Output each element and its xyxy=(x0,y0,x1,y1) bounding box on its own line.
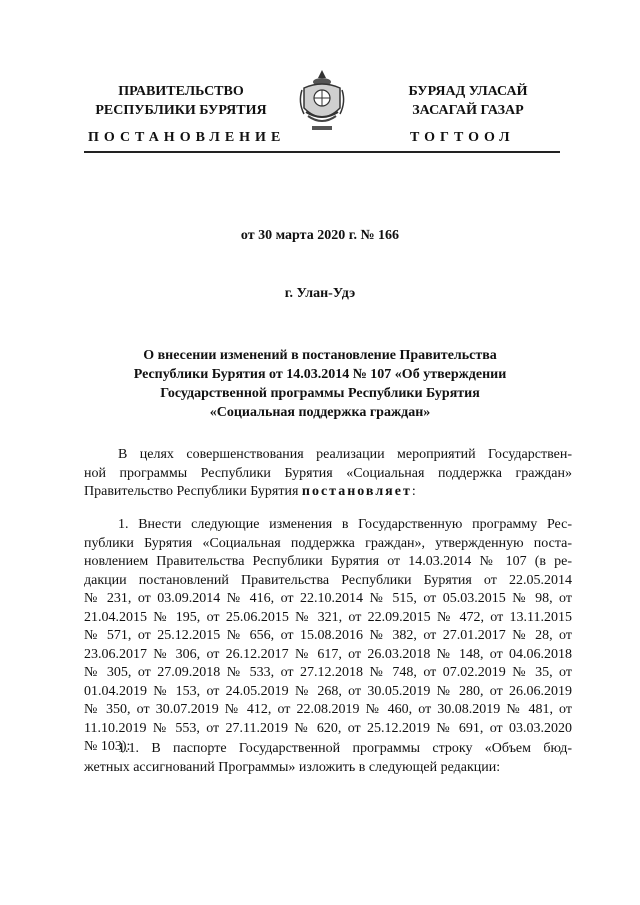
text-line: 1. Внести следующие изменения в Государственную программу Рес- xyxy=(118,517,572,532)
text-line: 11.10.2019 № 553, от 27.11.2019 № 620, от 25.12.2019 № 691, от 03.03.2020 xyxy=(84,720,572,736)
text-line: новлением Правительства Республики Бурятия от 14.03.2014 № 107 (в ре- xyxy=(84,554,572,569)
act-type-buryat: ТОГТООЛ xyxy=(410,130,515,145)
text-line: В целях совершенствования реализации мероприятий Государствен- xyxy=(118,447,572,462)
text-line: № 231, от 03.09.2014 № 416, от 22.10.2014 № 515, от 05.03.2015 № 98, от xyxy=(84,591,572,606)
header-divider xyxy=(84,151,560,153)
text-line: № 571, от 25.12.2015 № 656, от 15.08.2016 № 382, от 27.01.2017 № 28, от xyxy=(84,628,572,643)
document-title xyxy=(110,346,530,422)
government-name-buryat xyxy=(378,82,558,120)
government-name-russian xyxy=(86,82,276,120)
title-line: Государственной программы Республики Бурятия xyxy=(160,386,480,401)
resolution-date-number: от 30 марта 2020 г. № 166 xyxy=(240,228,400,243)
item-1-1-paragraph xyxy=(84,740,572,777)
act-type-russian: ПОСТАНОВЛЕНИЕ xyxy=(88,130,286,145)
text-line: 23.06.2017 № 306, от 26.12.2017 № 617, от 26.03.2018 № 148, от 04.06.2018 xyxy=(84,646,572,662)
text-line: № 305, от 27.09.2018 № 533, от 27.12.2018 № 748, от 07.02.2019 № 35, от xyxy=(84,665,572,680)
item-1-paragraph xyxy=(84,516,572,757)
text-line: публики Бурятия «Социальная поддержка граждан», утвержденную поста- xyxy=(84,535,572,551)
header-right-line2: ЗАСАГАЙ ГАЗАР xyxy=(412,103,524,118)
title-line: «Социальная поддержка граждан» xyxy=(209,405,431,420)
text-line: жетных ассигнований Программы» изложить в следующей редакции: xyxy=(84,759,501,775)
city-name: г. Улан-Удэ xyxy=(284,286,356,301)
text-line xyxy=(84,483,572,502)
header-left-line1: ПРАВИТЕЛЬСТВО xyxy=(118,84,244,99)
preamble-prefix: Правительство Республики Бурятия xyxy=(84,484,302,499)
title-line: Республики Бурятия от 14.03.2014 № 107 «Об утверждении xyxy=(133,367,507,382)
resolves-word: постановляет xyxy=(301,484,412,499)
text-line: № 103): xyxy=(84,739,131,754)
header-right-line1: БУРЯАД УЛАСАЙ xyxy=(408,84,528,99)
text-line: 21.04.2015 № 195, от 25.06.2015 № 321, от 22.09.2015 № 472, от 13.11.2015 xyxy=(84,609,572,625)
text-line: 1.1. В паспорте Государственной программы строку «Объем бюд- xyxy=(118,741,572,756)
text-line: ной программы Республики Бурятия «Социальная поддержка граждан» xyxy=(84,465,572,481)
coat-of-arms-emblem xyxy=(296,68,348,134)
title-line: О внесении изменений в постановление Правительства xyxy=(143,348,497,363)
text-line: дакции постановлений Правительства Республики Бурятия от 22.05.2014 xyxy=(84,572,572,588)
preamble-paragraph xyxy=(84,446,572,502)
text-line: 01.04.2019 № 153, от 24.05.2019 № 268, от 30.05.2019 № 280, от 26.06.2019 xyxy=(84,683,572,699)
header-left-line2: РЕСПУБЛИКИ БУРЯТИЯ xyxy=(95,103,267,118)
text-line: № 350, от 30.07.2019 № 412, от 22.08.2019 № 460, от 30.08.2019 № 481, от xyxy=(84,702,572,717)
colon: : xyxy=(411,484,416,499)
